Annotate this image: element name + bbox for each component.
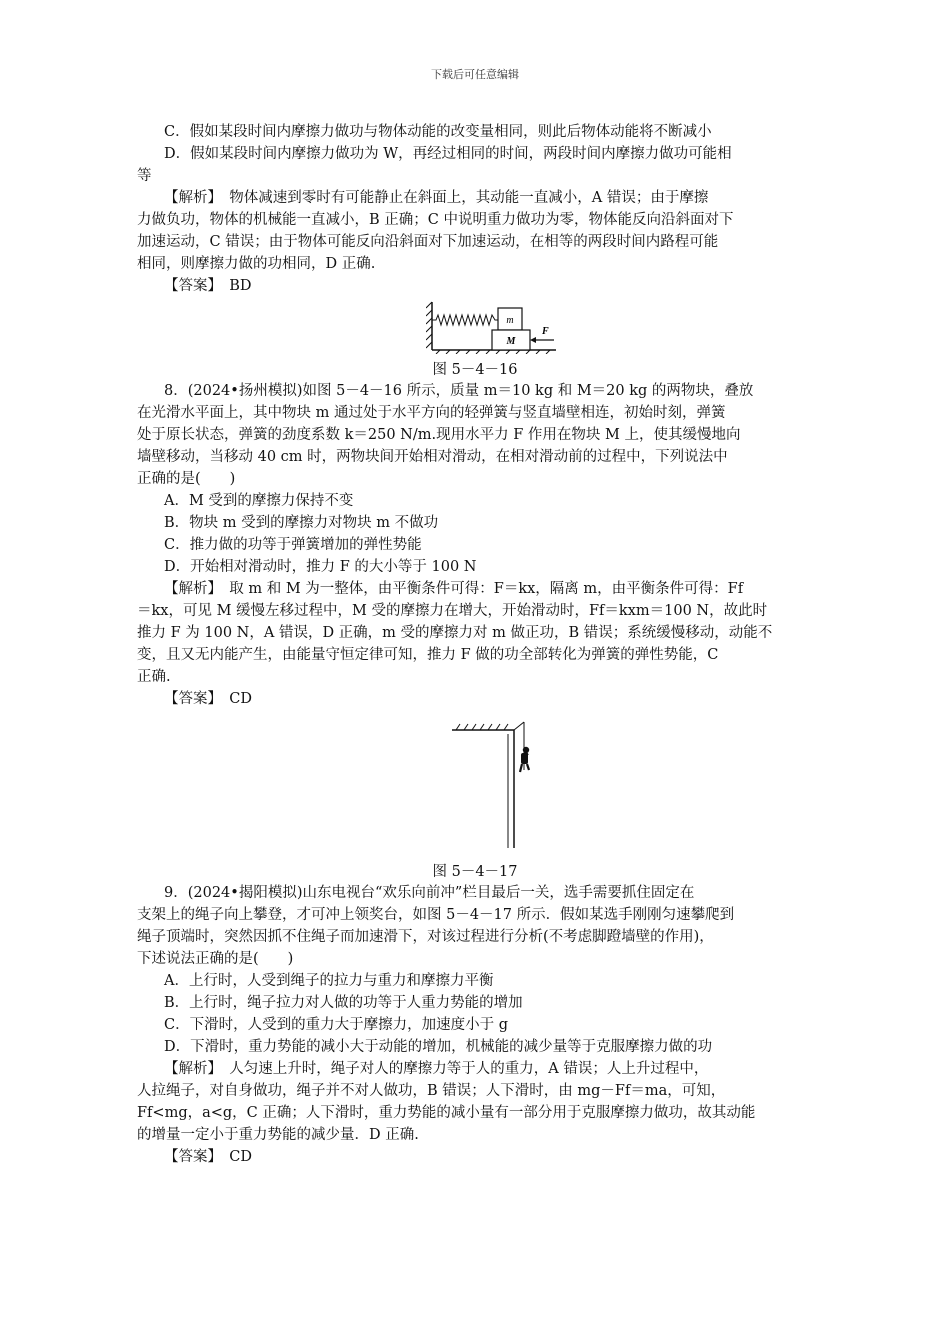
option-c: C．假如某段时间内摩擦力做功与物体动能的改变量相同，则此后物体动能将不断减小	[164, 124, 712, 140]
figure-caption: 图 5－4－16	[432, 362, 518, 378]
analysis-line: 正确.	[137, 669, 171, 685]
block-q9	[137, 882, 817, 1168]
analysis-line: 加速运动，C 错误；由于物体可能反向沿斜面对下加速运动，在相等的两段时间内路程可能	[137, 234, 719, 250]
analysis-line: 相同，则摩擦力做的功相同，D 正确.	[137, 256, 376, 272]
bar-hatching	[456, 724, 508, 730]
arrow-head	[530, 337, 536, 343]
spring	[432, 315, 498, 325]
option-a: A．上行时，人受到绳子的拉力与重力和摩擦力平衡	[164, 973, 494, 989]
option-d: D．下滑时，重力势能的减小大于动能的增加，机械能的减少量等于克服摩擦力做的功	[164, 1039, 713, 1055]
wall-hatching	[426, 302, 432, 348]
option-d-cont: 等	[137, 168, 152, 184]
question-line: 下述说法正确的是( )	[137, 951, 294, 967]
question-line: 正确的是( )	[137, 471, 236, 487]
rope-climb-figure	[452, 720, 542, 852]
answer-line: 【答案】 CD	[164, 1149, 252, 1165]
question-line: 8．(2024•扬州模拟)如图 5－4－16 所示，质量 m＝10 kg 和 M＝20 kg 的两物块，叠放	[164, 383, 754, 399]
block-q7-continued	[137, 121, 817, 297]
question-line: 9．(2024•揭阳模拟)山东电视台“欢乐向前冲”栏目最后一关，选手需要抓住固定在	[164, 885, 695, 901]
analysis-line: 【解析】 人匀速上升时，绳子对人的摩擦力等于人的重力，A 错误；人上升过程中，	[164, 1061, 709, 1077]
label-m: m	[506, 315, 514, 326]
analysis-line: 力做负功，物体的机械能一直减小，B 正确；C 中说明重力做功为零，物体能反向沿斜面对下	[137, 212, 734, 228]
label-F: F	[542, 326, 549, 337]
question-line: 在光滑水平面上，其中物块 m 通过处于水平方向的轻弹簧与竖直墙壁相连，初始时刻，弹簧	[137, 405, 726, 421]
question-line: 处于原长状态，弹簧的劲度系数 k＝250 N/m.现用水平力 F 作用在物块 M 上，使其缓慢地向	[137, 427, 741, 443]
block-q8	[137, 380, 817, 710]
analysis-line: 人拉绳子，对自身做功，绳子并不对人做功，B 错误；人下滑时，由 mg－Ff＝ma，可知，	[137, 1083, 726, 1099]
label-M: M	[506, 336, 516, 347]
analysis-line: 变，且又无内能产生，由能量守恒定律可知，推力 F 做的功全部转化为弹簧的弹性势能，C	[137, 647, 719, 663]
option-d: D．开始相对滑动时，推力 F 的大小等于 100 N	[164, 559, 477, 575]
option-d: D．假如某段时间内摩擦力做功为 W，再经过相同的时间，两段时间内摩擦力做功可能相	[164, 146, 732, 162]
option-b: B．上行时，绳子拉力对人做的功等于人重力势能的增加	[164, 995, 523, 1011]
option-a: A．M 受到的摩擦力保持不变	[164, 493, 354, 509]
analysis-line: 推力 F 为 100 N，A 错误，D 正确，m 受的摩擦力对 m 做正功，B 错误；系统缓慢移动，动能不	[137, 625, 773, 641]
analysis-line: 【解析】 物体减速到零时有可能静止在斜面上，其动能一直减小，A 错误；由于摩擦	[164, 190, 709, 206]
rope-hook	[514, 722, 524, 730]
analysis-line: 【解析】 取 m 和 M 为一整体，由平衡条件可得：F＝kx，隔离 m，由平衡条件可得：Ff	[164, 581, 744, 597]
option-c: C．下滑时，人受到的重力大于摩擦力，加速度小于 g	[164, 1017, 508, 1033]
answer-line: 【答案】 BD	[164, 278, 252, 294]
question-line: 支架上的绳子向上攀登，才可冲上领奖台，如图 5－4－17 所示．假如某选手刚刚匀速攀爬到	[137, 907, 735, 923]
answer-line: 【答案】 CD	[164, 691, 252, 707]
question-line: 墙壁移动，当移动 40 cm 时，两物块间开始相对滑动，在相对滑动前的过程中，下列说法中	[137, 449, 728, 465]
analysis-line: Ff<mg，a<g，C 正确；人下滑时，重力势能的减小量有一部分用于克服摩擦力做功，故其动能	[137, 1105, 756, 1121]
option-b: B．物块 m 受到的摩擦力对物块 m 不做功	[164, 515, 439, 531]
analysis-line: ＝kx，可见 M 缓慢左移过程中，M 受的摩擦力在增大，开始滑动时，Ff＝kxm＝100 N，故此时	[137, 603, 768, 619]
question-line: 绳子顶端时，突然因抓不住绳子而加速滑下，对该过程进行分析(不考虑脚蹬墙壁的作用)，	[137, 929, 714, 945]
analysis-line: 的增量一定小于重力势能的减少量．D 正确.	[137, 1127, 419, 1143]
page-header: 下载后可任意编辑	[431, 68, 519, 81]
spring-block-figure	[426, 298, 558, 354]
climber-icon	[520, 747, 529, 772]
option-c: C．推力做的功等于弹簧增加的弹性势能	[164, 537, 422, 553]
figure-caption: 图 5－4－17	[432, 864, 518, 880]
